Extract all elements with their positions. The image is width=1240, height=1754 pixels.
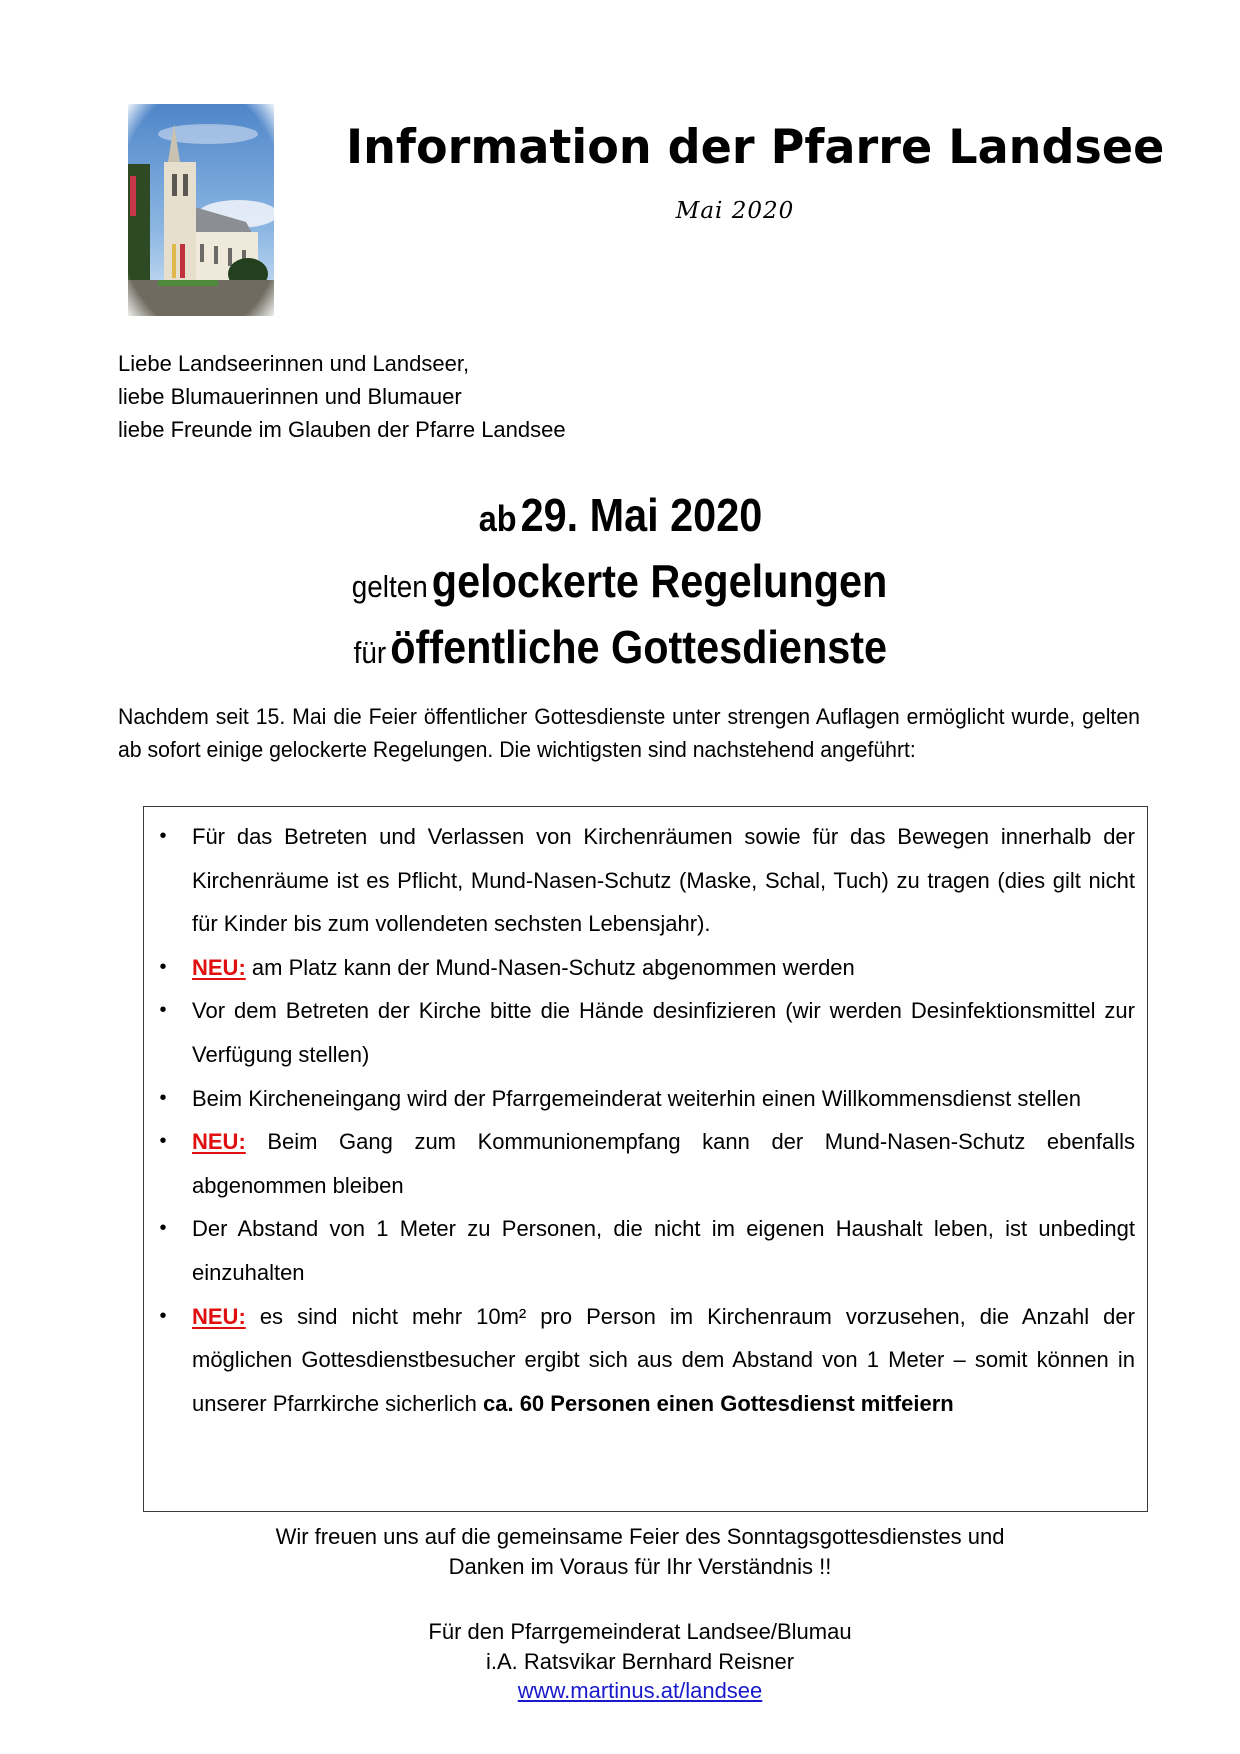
closing-line: Danken im Voraus für Ihr Verständnis !! [448,1553,832,1579]
rule-item [159,815,1135,946]
rule-item [159,1207,1135,1294]
salutation-line: liebe Freunde im Glauben der Pfarre Landsee [118,417,566,442]
headline [0,482,1240,680]
website-link[interactable]: www.martinus.at/landsee [517,1678,763,1703]
headline-line [0,548,1240,614]
page-title: Information der Pfarre Landsee [346,120,1165,175]
church-photo-icon [128,104,274,316]
closing-line: Wir freuen uns auf die gemeinsame Feier des Sonntagsgottesdienstes und [275,1524,1005,1549]
intro-paragraph: Nachdem seit 15. Mai die Feier öffentlicher Gottesdienste unter strengen Auflagen ermöglicht wurde, gelten ab sofort einige gelockerte Regelungen. Die wichtigsten sind nachstehend angeführt: [118,704,1140,762]
church-photo [128,104,274,316]
headline-main: gelockerte Regelungen [432,555,888,607]
rule-emphasis: ca. 60 Personen einen Gottesdienst mitfeiern [483,1390,954,1416]
rule-text: Vor dem Betreten der Kirche bitte die Hände desinfizieren (wir werden Desinfektionsmittel zur Verfügung stellen) [192,998,1135,1067]
bullet-icon: • [159,1086,167,1109]
bullet-icon: • [159,1217,167,1240]
new-label: NEU: [192,1129,246,1155]
rule-item [159,1120,1135,1207]
rules-list [144,807,1147,1425]
signature-line: Für den Pfarrgemeinderat Landsee/Blumau [428,1619,852,1644]
new-label: NEU: [192,1303,246,1329]
salutation [118,347,818,446]
headline-main: öffentliche Gottesdienste [389,621,887,673]
salutation-line: liebe Blumauerinnen und Blumauer [118,384,462,409]
rule-text: Beim Kircheneingang wird der Pfarrgemeinderat weiterhin einen Willkommensdienst stellen [192,1085,1081,1111]
rule-item [159,989,1135,1076]
rule-item [159,1077,1135,1121]
headline-main: 29. Mai 2020 [520,489,762,541]
rule-item [159,946,1135,990]
headline-prefix: ab [478,498,517,539]
issue-date: Mai 2020 [675,198,795,224]
headline-line [0,482,1240,548]
salutation-line: Liebe Landseerinnen und Landseer, [118,351,470,376]
bullet-icon: • [159,955,167,978]
headline-prefix: gelten [352,569,429,604]
rules-box [143,806,1148,1512]
closing [0,1522,1240,1706]
bullet-icon: • [159,825,167,847]
bullet-icon: • [159,999,167,1022]
rule-text: Beim Gang zum Kommunionempfang kann der Mund-Nasen-Schutz ebenfalls abgenommen bleiben [192,1129,1135,1198]
signature-line: i.A. Ratsvikar Bernhard Reisner [485,1648,795,1674]
rule-text: am Platz kann der Mund-Nasen-Schutz abgenommen werden [251,954,855,980]
headline-line [0,614,1240,680]
bullet-icon: • [159,1130,167,1153]
rule-text: es sind nicht mehr 10m² pro Person im Kirchenraum vorzusehen, die Anzahl der möglichen Gottesdienstbesucher ergibt sich aus dem Abstand von 1 Meter – somit können in unserer Pfarrkirche sicherlich [192,1303,1135,1416]
rule-text: Für das Betreten und Verlassen von Kirchenräumen sowie für das Bewegen innerhalb der Kirchenräume ist es Pflicht, Mund-Nasen-Schutz (Maske, Schal, Tuch) zu tragen (dies gilt nicht für Kinder bis zum vollendeten sechsten Lebensjahr). [192,824,1135,937]
rule-item [159,1295,1135,1426]
new-label: NEU: [192,954,246,980]
bullet-icon: • [159,1304,167,1327]
headline-prefix: für [353,635,386,670]
rule-text: Der Abstand von 1 Meter zu Personen, die nicht im eigenen Haushalt leben, ist unbedingt einzuhalten [192,1216,1135,1285]
